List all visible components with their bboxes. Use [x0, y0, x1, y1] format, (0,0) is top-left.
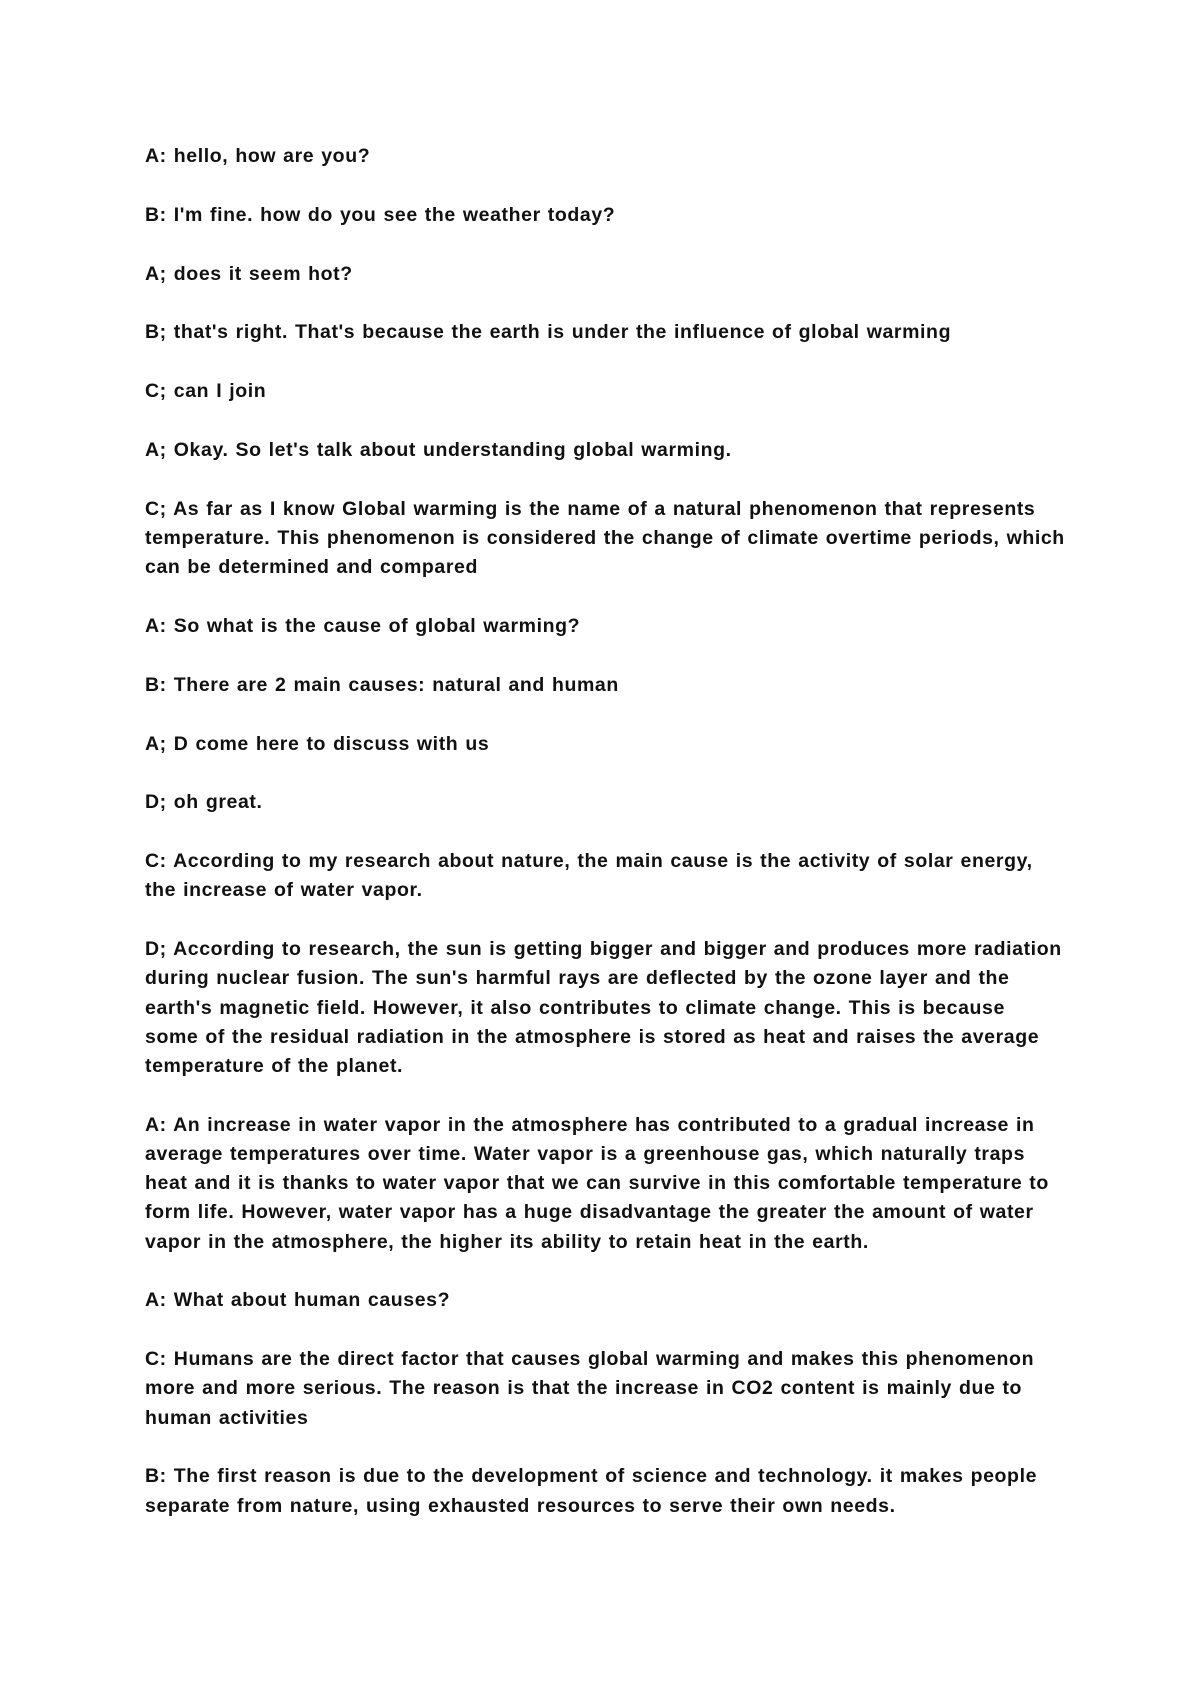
dialogue-line: C; As far as I know Global warming is the name of a natural phenomenon that represents temperature. This phenomenon is considered the change of climate overtime periods, which can be determined and compared [145, 497, 1065, 579]
dialogue-line: B: There are 2 main causes: natural and human [145, 673, 619, 696]
dialogue-line: A; Okay. So let's talk about understanding global warming. [145, 438, 732, 461]
dialogue-line: A: What about human causes? [145, 1289, 451, 1312]
dialogue-line: B: The first reason is due to the development of science and technology. it makes people separate from nature, using exhausted resources to serve their own needs. [145, 1465, 1038, 1517]
dialogue-line: A; does it seem hot? [145, 262, 353, 285]
dialogue-body [145, 142, 1065, 1550]
dialogue-line: A; D come here to discuss with us [145, 732, 490, 755]
dialogue-line: A: An increase in water vapor in the atmosphere has contributed to a gradual increase in average temperatures over time. Water vapor is a greenhouse gas, which naturally traps heat and it is thanks to water vapor that we can survive in this comfortable temperature to form life. However, water vapor has a huge disadvantage the greater the amount of water vapor in the atmosphere, the higher its ability to retain heat in the earth. [145, 1113, 1049, 1253]
dialogue-line: D; oh great. [145, 791, 263, 814]
dialogue-line: A: hello, how are you? [145, 145, 371, 167]
dialogue-line: D; According to research, the sun is getting bigger and bigger and produces more radiation during nuclear fusion. The sun's harmful rays are deflected by the ozone layer and the earth's magnetic field. However, it also contributes to climate change. This is because some of the residual radiation in the atmosphere is stored as heat and raises the average temperature of the planet. [145, 938, 1062, 1077]
dialogue-line: A: So what is the cause of global warming? [145, 614, 581, 637]
dialogue-line: B; that's right. That's because the earth is under the influence of global warming [145, 321, 952, 344]
dialogue-line: C; can I join [145, 380, 267, 403]
dialogue-line: C: Humans are the direct factor that causes global warming and makes this phenomenon more and more serious. The reason is that the increase in CO2 content is mainly due to human activities [145, 1348, 1035, 1429]
dialogue-line: B: I'm fine. how do you see the weather today? [145, 203, 616, 226]
dialogue-line: C: According to my research about nature, the main cause is the activity of solar energy, the increase of water vapor. [145, 850, 1033, 902]
